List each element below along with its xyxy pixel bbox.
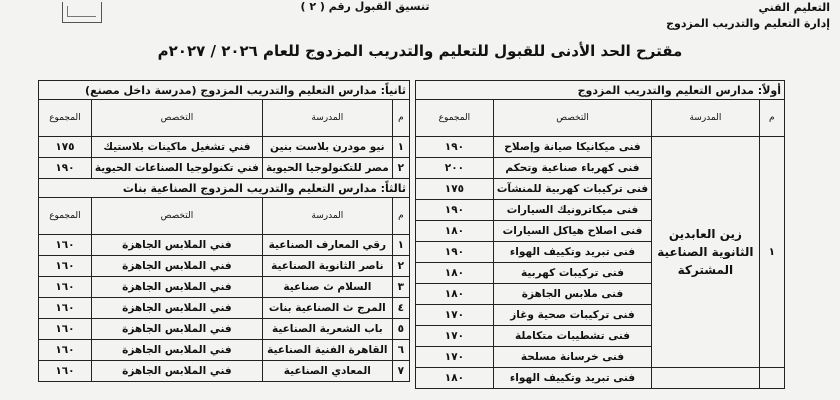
table-header-row bbox=[39, 100, 410, 137]
header-line-2: إدارة التعليم والتدريب المزدوج bbox=[666, 17, 830, 30]
row-specialty: فنى اصلاح هياكل السيارات bbox=[493, 221, 651, 242]
row-specialty: فني الملابس الجاهزة bbox=[91, 340, 262, 361]
row-specialty: فني الملابس الجاهزة bbox=[91, 235, 262, 256]
row-total: ١٩٠ bbox=[39, 158, 92, 179]
row-total: ١٦٠ bbox=[39, 319, 92, 340]
row-total: ١٩٠ bbox=[416, 137, 494, 158]
table-row bbox=[416, 368, 785, 389]
col-specialty: التخصص bbox=[91, 100, 262, 137]
table-row bbox=[39, 361, 410, 382]
row-num: ٦ bbox=[392, 340, 409, 361]
row-specialty: فنى تبريد وتكييف الهواء bbox=[493, 242, 651, 263]
right-table bbox=[415, 80, 785, 389]
col-school: المدرسة bbox=[262, 100, 392, 137]
row-school: مصر للتكنولوجيا الحيوية bbox=[262, 158, 392, 179]
table-row bbox=[39, 340, 410, 361]
row-school: المعادي الصناعية bbox=[262, 361, 392, 382]
row-total: ١٧٠ bbox=[416, 326, 494, 347]
row-school: ناصر الثانوية الصناعية bbox=[262, 256, 392, 277]
col-school: المدرسة bbox=[262, 198, 392, 235]
section-header-2 bbox=[39, 81, 410, 100]
row-num: ٣ bbox=[392, 277, 409, 298]
section-header-3 bbox=[39, 179, 410, 198]
col-total: المجموع bbox=[39, 100, 92, 137]
table-row bbox=[416, 137, 785, 158]
row-num: ٧ bbox=[392, 361, 409, 382]
row-num: ١ bbox=[392, 235, 409, 256]
row-num bbox=[759, 368, 784, 389]
header-center: تنسيق القبول رقم ( ٢ ) bbox=[300, 0, 430, 13]
row-total: ١٦٠ bbox=[39, 298, 92, 319]
row-num: ١ bbox=[392, 137, 409, 158]
table-row bbox=[39, 158, 410, 179]
table-row bbox=[39, 277, 410, 298]
col-num: م bbox=[392, 198, 409, 235]
row-total: ١٧٥ bbox=[416, 179, 494, 200]
row-total: ١٨٠ bbox=[416, 221, 494, 242]
col-school: المدرسة bbox=[652, 100, 760, 137]
section-title: أولاً: مدارس التعليم والتدريب المزدوج bbox=[416, 81, 785, 100]
row-school bbox=[652, 368, 760, 389]
table-row bbox=[39, 235, 410, 256]
row-total: ١٦٠ bbox=[39, 277, 92, 298]
row-specialty: فني الملابس الجاهزة bbox=[91, 256, 262, 277]
col-specialty: التخصص bbox=[91, 198, 262, 235]
row-total: ١٨٠ bbox=[416, 368, 494, 389]
row-specialty: فني الملابس الجاهزة bbox=[91, 361, 262, 382]
row-specialty: فنى تركيبات كهربية للمنشآت bbox=[493, 179, 651, 200]
table-header-row bbox=[39, 198, 410, 235]
header-right bbox=[610, 0, 830, 32]
row-total: ١٩٠ bbox=[416, 242, 494, 263]
col-num: م bbox=[759, 100, 784, 137]
row-total: ١٦٠ bbox=[39, 361, 92, 382]
row-specialty: فني تكنولوجيا الصناعات الحيوية bbox=[91, 158, 262, 179]
row-total: ١٧٠ bbox=[416, 347, 494, 368]
row-total: ١٦٠ bbox=[39, 235, 92, 256]
table-row bbox=[39, 137, 410, 158]
row-school: المرج ث الصناعية بنات bbox=[262, 298, 392, 319]
row-specialty: فني تشغيل ماكينات بلاستيك bbox=[91, 137, 262, 158]
row-specialty: فني الملابس الجاهزة bbox=[91, 298, 262, 319]
table-row bbox=[39, 256, 410, 277]
section-title: ثالثاً: مدارس التعليم والتدريب المزدوج الصناعية بنات bbox=[39, 179, 410, 198]
row-num: ١ bbox=[759, 137, 784, 368]
row-total: ١٨٠ bbox=[416, 263, 494, 284]
row-specialty: فنى كهرباء صناعية وتحكم bbox=[493, 158, 651, 179]
row-total: ٢٠٠ bbox=[416, 158, 494, 179]
row-specialty: فنى تشطيبات متكاملة bbox=[493, 326, 651, 347]
row-num: ٥ bbox=[392, 319, 409, 340]
row-total: ١٧٥ bbox=[39, 137, 92, 158]
row-num: ٢ bbox=[392, 256, 409, 277]
logo-seal bbox=[62, 2, 102, 23]
header-line-1: التعليم الفني bbox=[758, 1, 830, 14]
col-total: المجموع bbox=[416, 100, 494, 137]
row-total: ١٩٠ bbox=[416, 200, 494, 221]
row-school: نيو مودرن بلاست بنين bbox=[262, 137, 392, 158]
page-title: مقترح الحد الأدنى للقبول للتعليم والتدريب المزدوج للعام ٢٠٢٦ / ٢٠٢٧م bbox=[157, 42, 683, 60]
row-num: ٢ bbox=[392, 158, 409, 179]
row-specialty: فنى تركيبات كهربية bbox=[493, 263, 651, 284]
col-num: م bbox=[392, 100, 409, 137]
row-school: القاهرة الفنية الصناعية bbox=[262, 340, 392, 361]
table-header-row bbox=[416, 100, 785, 137]
row-total: ١٧٠ bbox=[416, 305, 494, 326]
row-school: السلام ث صناعية bbox=[262, 277, 392, 298]
row-school: باب الشعرية الصناعية bbox=[262, 319, 392, 340]
row-specialty: فنى ملابس الجاهزة bbox=[493, 284, 651, 305]
row-specialty: فنى ميكانيكا صيانة وإصلاح bbox=[493, 137, 651, 158]
row-num: ٤ bbox=[392, 298, 409, 319]
row-school: زين العابدين الثانوية الصناعية المشتركة bbox=[652, 137, 760, 368]
row-specialty: فنى تركيبات صحية وغاز bbox=[493, 305, 651, 326]
row-specialty: فنى تبريد وتكييف الهواء bbox=[493, 368, 651, 389]
section-header-1 bbox=[416, 81, 785, 100]
table-row bbox=[39, 298, 410, 319]
row-specialty: فنى ميكاترونيك السيارات bbox=[493, 200, 651, 221]
table-row bbox=[39, 319, 410, 340]
row-total: ١٨٠ bbox=[416, 284, 494, 305]
row-total: ١٦٠ bbox=[39, 256, 92, 277]
col-specialty: التخصص bbox=[493, 100, 651, 137]
row-specialty: فنى خرسانة مسلحة bbox=[493, 347, 651, 368]
row-specialty: فني الملابس الجاهزة bbox=[91, 319, 262, 340]
row-school: رقي المعارف الصناعية bbox=[262, 235, 392, 256]
left-table bbox=[38, 80, 410, 382]
row-total: ١٦٠ bbox=[39, 340, 92, 361]
row-specialty: فني الملابس الجاهزة bbox=[91, 277, 262, 298]
col-total: المجموع bbox=[39, 198, 92, 235]
section-title: ثانياً: مدارس التعليم والتدريب المزدوج (مدرسة داخل مصنع) bbox=[39, 81, 410, 100]
